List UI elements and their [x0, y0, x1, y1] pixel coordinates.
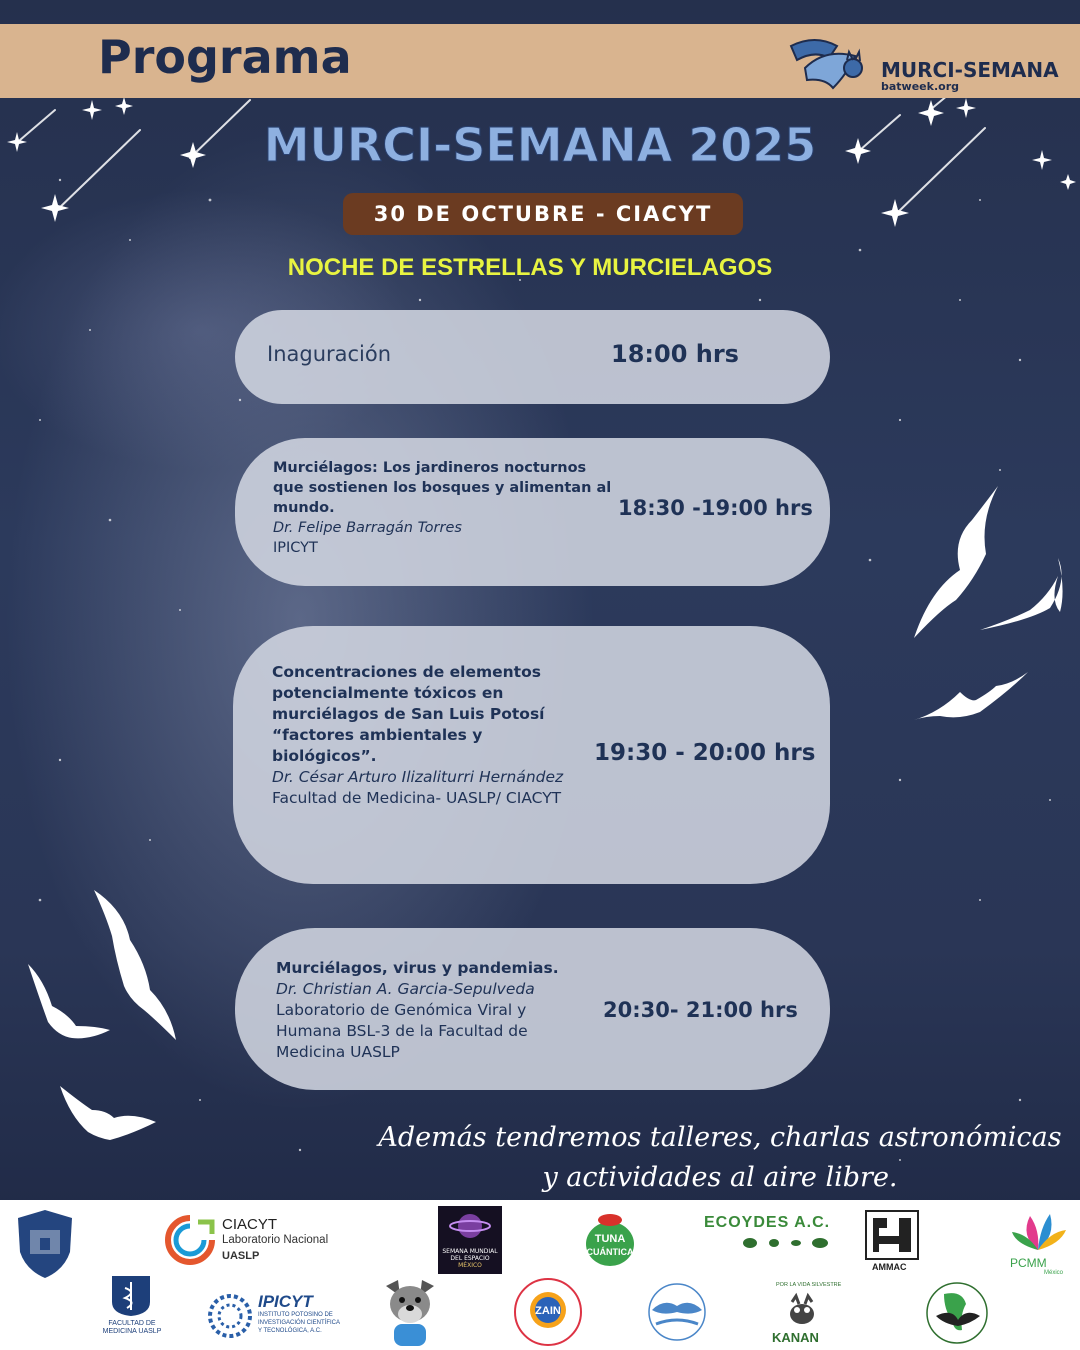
brand-url: batweek.org — [881, 80, 959, 93]
sponsors-strip — [0, 1200, 1080, 1350]
pcmm-logo-icon — [1010, 1210, 1068, 1254]
program-item-speaker: Dr. Felipe Barragán Torres — [273, 520, 462, 536]
svg-text:TUNA: TUNA — [594, 1233, 626, 1245]
medicina-logo-icon — [108, 1272, 154, 1318]
kanan-name: KANAN — [772, 1330, 819, 1345]
program-item — [233, 626, 830, 884]
program-item-speaker: Dr. César Arturo Ilizaliturri Hernández — [272, 768, 564, 786]
svg-text:ZAIN: ZAIN — [535, 1305, 561, 1317]
ipicyt-name: IPICYT — [258, 1292, 313, 1311]
pcmm-name: PCMM — [1010, 1256, 1047, 1270]
flying-bats-right-icon — [900, 480, 1080, 750]
ipicyt-logo-icon — [206, 1292, 254, 1340]
zain-logo-icon — [510, 1276, 586, 1348]
program-item-affiliation: Facultad de Medicina- UASLP/ CIACYT — [272, 789, 562, 807]
murcielagos-tlaxcala-logo-icon — [642, 1280, 712, 1344]
footprints-icon — [740, 1234, 840, 1252]
footer-note-line: y actividades al aire libre. — [542, 1162, 898, 1193]
ammac-name: AMMAC — [872, 1262, 907, 1272]
svg-text:CUÁNTICA: CUÁNTICA — [586, 1247, 634, 1257]
bat-network-logo-icon — [922, 1280, 992, 1346]
ipicyt-sub: INSTITUTO POTOSINO DE — [258, 1312, 333, 1318]
kanan-animal-icon — [784, 1292, 820, 1328]
page-title: Programa — [98, 30, 352, 84]
program-item-title: Inaguración — [267, 342, 392, 366]
dog-mascot-icon — [378, 1276, 442, 1348]
semana-espacio-country: MÉXICO — [458, 1262, 482, 1269]
date-place-badge: 30 DE OCTUBRE - CIACYT — [343, 193, 743, 235]
flying-bats-left-icon — [20, 880, 200, 1160]
kanan-tagline: POR LA VIDA SILVESTRE — [776, 1282, 842, 1288]
semana-espacio-logo — [438, 1206, 502, 1274]
program-item-time: 18:30 -19:00 hrs — [618, 496, 813, 520]
ipicyt-sub: Y TECNOLÓGICA, A.C. — [258, 1328, 322, 1334]
bat-logo-icon — [785, 28, 881, 98]
ecoydes-name: ECOYDES A.C. — [704, 1214, 831, 1231]
program-item-speaker: Dr. Christian A. Garcia-Sepulveda — [276, 980, 535, 998]
ciacyt-logo-icon — [162, 1212, 218, 1268]
program-item-time: 20:30- 21:00 hrs — [603, 998, 798, 1022]
ciacyt-sub: UASLP — [222, 1250, 260, 1262]
semana-espacio-name: SEMANA MUNDIAL DEL ESPACIO — [442, 1248, 498, 1262]
medicina-name: FACULTAD DE MEDICINA UASLP — [102, 1320, 162, 1335]
footer-note-line: Además tendremos talleres, charlas astronómicas — [378, 1122, 1062, 1153]
program-item — [235, 928, 830, 1090]
program-item-affiliation: IPICYT — [273, 540, 318, 556]
ammac-logo-icon — [865, 1210, 919, 1260]
event-subtitle: NOCHE DE ESTRELLAS Y MURCIELAGOS — [287, 254, 773, 281]
brand-name: MURCI-SEMANA — [881, 58, 1059, 82]
uaslp-shield-icon — [14, 1208, 76, 1280]
footer-note — [370, 1118, 1070, 1198]
tuna-cuantica-logo-icon — [578, 1208, 642, 1272]
program-item-time: 19:30 - 20:00 hrs — [594, 740, 816, 766]
program-item-time: 18:00 hrs — [611, 340, 739, 368]
program-item-title: Murciélagos: Los jardineros nocturnos que sostienen los bosques y alimentan al mundo. — [273, 460, 612, 516]
galaxy-icon — [438, 1206, 502, 1246]
program-item-title: Concentraciones de elementos potencialmente tóxicos en murciélagos de San Luis Potosí “factores ambientales y biológicos”. — [272, 663, 545, 765]
pcmm-country: México — [1044, 1270, 1064, 1276]
event-title: MURCI-SEMANA 2025 — [263, 118, 817, 172]
murci-semana-logo — [785, 28, 1075, 98]
ipicyt-sub: INVESTIGACIÓN CIENTÍFICA — [258, 1320, 341, 1326]
program-item — [235, 438, 830, 586]
program-item — [235, 310, 830, 404]
program-item-title: Murciélagos, virus y pandemias. — [276, 959, 559, 977]
program-item-affiliation: Laboratorio de Genómica Viral y Humana BSL-3 de la Facultad de Medicina UASLP — [276, 1001, 528, 1061]
ciacyt-name: CIACYT — [222, 1216, 278, 1233]
ciacyt-sub: Laboratorio Nacional — [222, 1234, 329, 1246]
